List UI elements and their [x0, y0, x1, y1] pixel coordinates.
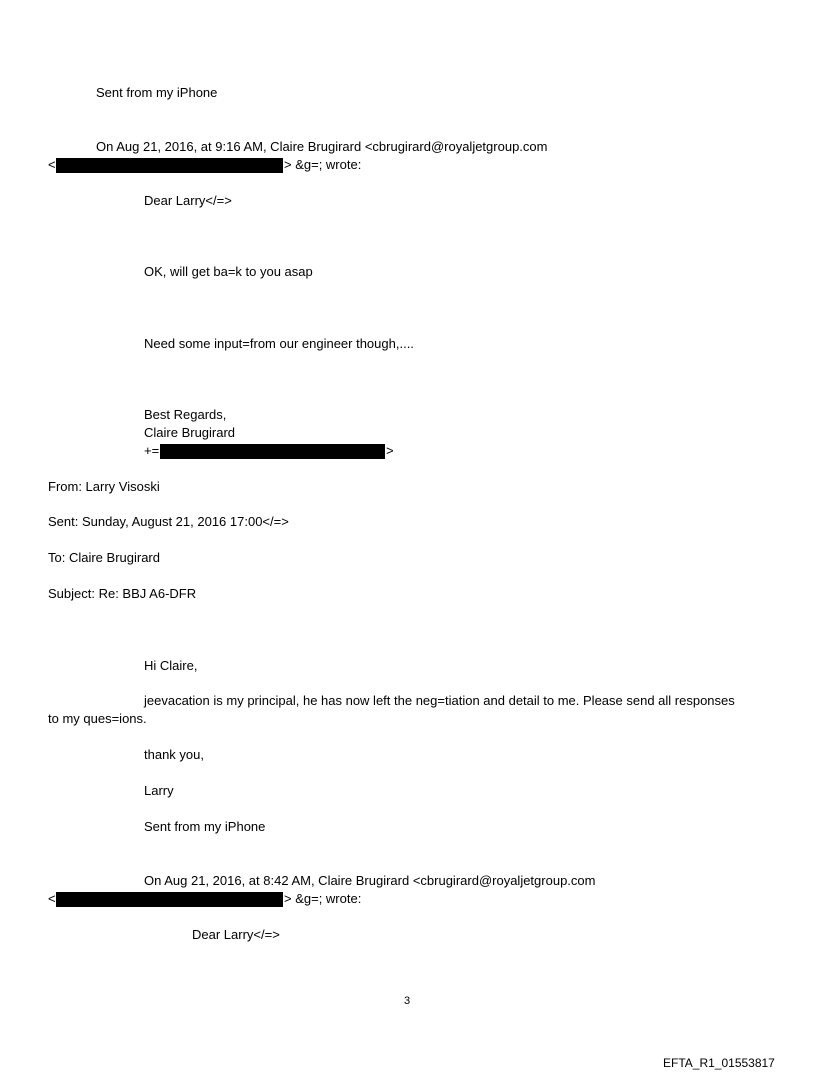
sent-header: Sent: Sunday, August 21, 2016 17:00</=>: [48, 514, 289, 529]
from-header: From: Larry Visoski: [48, 479, 160, 494]
body-line: Need some input=from our engineer though,....: [144, 336, 414, 351]
signature-name: Claire Brugirard: [144, 425, 236, 440]
body-line: to my ques=ions.: [48, 711, 147, 726]
email-header-line: On Aug 21, 2016, at 8:42 AM, Claire Brugirard <cbrugirard@royaljetgroup.com: [144, 873, 596, 888]
angle-bracket-open: <: [48, 157, 56, 172]
bates-number: EFTA_R1_01553817: [663, 1056, 775, 1070]
subject-header: Subject: Re: BBJ A6-DFR: [48, 586, 197, 601]
signature-suffix: >: [386, 443, 394, 458]
closing-line: thank you,: [144, 747, 204, 762]
redaction-block: [56, 158, 283, 173]
sent-from-iphone-line: Sent from my iPhone: [96, 85, 218, 100]
redaction-block: [160, 444, 385, 459]
sent-from-iphone-line: Sent from my iPhone: [144, 819, 266, 834]
signoff-line: Best Regards,: [144, 407, 227, 422]
signature-name: Larry: [144, 783, 174, 798]
page-number: 3: [404, 995, 411, 1007]
greeting-line: Dear Larry</=>: [192, 927, 280, 942]
email-header-line: On Aug 21, 2016, at 9:16 AM, Claire Brugirard <cbrugirard@royaljetgroup.com: [96, 139, 548, 154]
signature-prefix: +=: [144, 443, 160, 458]
body-line: OK, will get ba=k to you asap: [144, 264, 313, 279]
redaction-block: [56, 892, 283, 907]
wrote-line: > &g=; wrote:: [284, 157, 362, 172]
to-header: To: Claire Brugirard: [48, 550, 160, 565]
greeting-line: Dear Larry</=>: [144, 193, 232, 208]
greeting-line: Hi Claire,: [144, 658, 198, 673]
body-line: jeevacation is my principal, he has now left the neg=tiation and detail to me. Please send all responses: [144, 693, 735, 708]
angle-bracket-open: <: [48, 891, 56, 906]
wrote-line: > &g=; wrote:: [284, 891, 362, 906]
